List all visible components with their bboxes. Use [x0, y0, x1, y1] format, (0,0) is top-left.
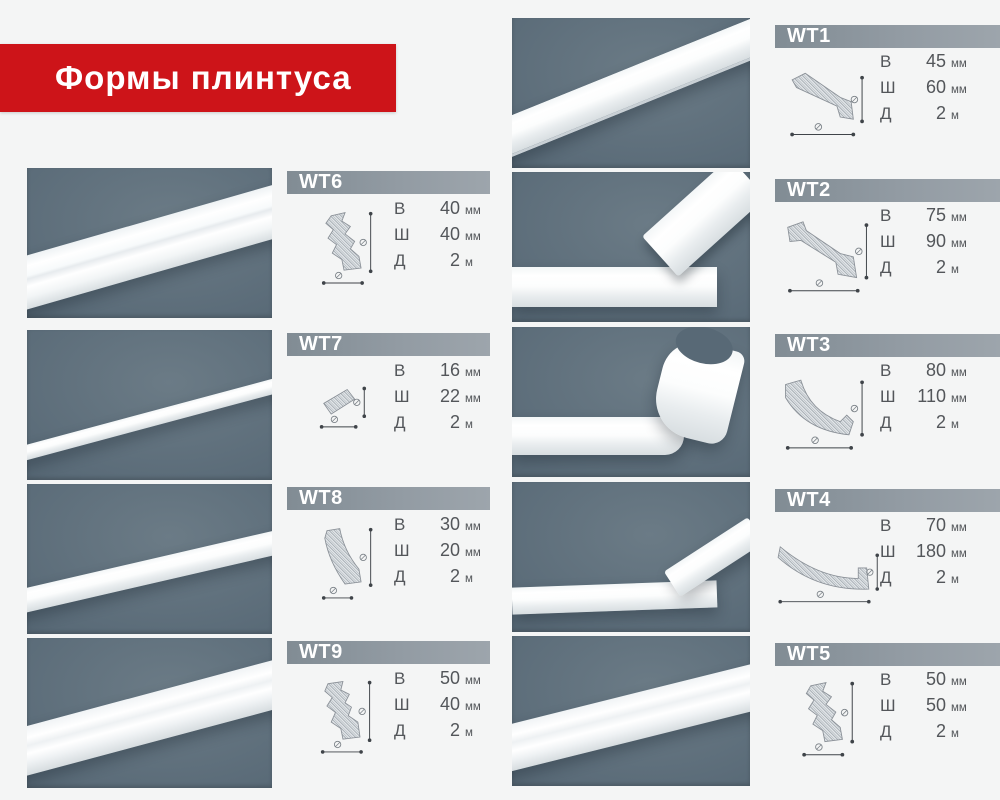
dimension-label: В	[880, 516, 892, 535]
product-photo	[512, 482, 750, 632]
dimension-row	[880, 721, 967, 747]
product-code-header	[775, 25, 1000, 48]
dimension-unit: мм	[951, 676, 967, 688]
dimension-label: Д	[394, 567, 406, 586]
dimension-label: Ш	[394, 541, 410, 560]
dimension-label: Д	[880, 258, 892, 277]
product-code: WT3	[787, 334, 831, 356]
dimension-value: 180	[915, 541, 946, 561]
dimension-unit: мм	[951, 393, 967, 405]
dimension-label: В	[880, 206, 892, 225]
product-photo	[512, 18, 750, 168]
dimension-unit: мм	[951, 548, 967, 560]
dimension-value: 2	[449, 566, 460, 586]
dimension-row	[880, 412, 967, 438]
dimension-unit: мм	[465, 393, 481, 405]
product-code-header	[775, 643, 1000, 666]
dimension-value: 75	[925, 205, 946, 225]
dimension-value: 50	[925, 669, 946, 689]
product-photo	[512, 172, 750, 322]
dimension-value: 20	[439, 540, 460, 560]
dimension-unit: м	[465, 419, 473, 431]
dimension-label: В	[394, 361, 406, 380]
dimension-unit: мм	[465, 367, 481, 379]
dimensions-table	[880, 669, 967, 747]
profile-cross-section-diagram	[776, 212, 876, 306]
dimension-value: 45	[925, 51, 946, 71]
dimension-value: 50	[925, 695, 946, 715]
dimension-label: Ш	[880, 387, 896, 406]
dimension-row	[880, 205, 967, 231]
dimension-row	[880, 541, 967, 567]
dimensions-table	[880, 360, 967, 438]
product-photo	[512, 636, 750, 786]
dimension-value: 40	[439, 224, 460, 244]
product-code-header	[775, 334, 1000, 357]
dimension-row	[880, 231, 967, 257]
product-card	[0, 172, 1000, 324]
dimension-value: 2	[935, 567, 946, 587]
dimension-unit: м	[951, 419, 959, 431]
dimension-value: 2	[449, 720, 460, 740]
dimensions-table	[880, 205, 967, 283]
dimension-value: 110	[917, 386, 946, 406]
product-code-header	[775, 489, 1000, 512]
dimension-value: 22	[439, 386, 460, 406]
product-photo	[512, 327, 750, 477]
dimension-value: 90	[925, 231, 946, 251]
molding-strip-image	[512, 267, 717, 307]
dimension-label: Д	[880, 104, 892, 123]
dimension-label: В	[394, 199, 406, 218]
product-card	[0, 327, 1000, 479]
profile-cross-section-diagram	[776, 58, 876, 152]
product-code: WT1	[787, 25, 831, 47]
dimension-unit: мм	[951, 522, 967, 534]
product-code: WT9	[299, 641, 343, 663]
dimension-row	[880, 103, 967, 129]
dimension-label: Ш	[394, 387, 410, 406]
product-code: WT5	[787, 643, 831, 665]
dimension-unit: мм	[951, 238, 967, 250]
dimension-row	[880, 257, 967, 283]
molding-strip-image	[512, 654, 750, 776]
dimension-value: 2	[449, 412, 460, 432]
dimensions-table	[880, 515, 967, 593]
dimension-unit: м	[951, 574, 959, 586]
dimension-unit: м	[465, 257, 473, 269]
dimension-unit: м	[951, 264, 959, 276]
dimension-unit: мм	[465, 547, 481, 559]
dimension-label: В	[880, 52, 892, 71]
dimension-row	[880, 386, 967, 412]
dimension-label: Ш	[880, 78, 896, 97]
dimension-label: Ш	[394, 695, 410, 714]
dimension-value: 50	[439, 668, 460, 688]
dimension-unit: м	[951, 728, 959, 740]
dimension-unit: мм	[465, 701, 481, 713]
dimension-unit: мм	[465, 521, 481, 533]
dimension-unit: мм	[951, 84, 967, 96]
dimension-value: 16	[439, 360, 460, 380]
molding-strip-image-2	[642, 172, 750, 277]
dimension-row	[880, 567, 967, 593]
dimension-value: 40	[439, 198, 460, 218]
dimension-value: 30	[439, 514, 460, 534]
dimension-unit: м	[465, 573, 473, 585]
product-code-header	[775, 179, 1000, 202]
dimension-label: Д	[880, 568, 892, 587]
dimension-unit: мм	[465, 205, 481, 217]
dimension-unit: м	[465, 727, 473, 739]
dimension-unit: мм	[951, 212, 967, 224]
dimension-label: Д	[880, 413, 892, 432]
dimension-value: 2	[935, 721, 946, 741]
dimension-label: В	[394, 669, 406, 688]
dimension-label: Ш	[394, 225, 410, 244]
dimension-label: Ш	[880, 542, 896, 561]
dimension-row	[880, 515, 967, 541]
dimension-label: Д	[394, 721, 406, 740]
dimension-label: В	[394, 515, 406, 534]
product-code: WT6	[299, 171, 343, 193]
dimension-value: 2	[935, 103, 946, 123]
product-card	[0, 636, 1000, 788]
dimension-unit: м	[951, 110, 959, 122]
dimension-label: Ш	[880, 232, 896, 251]
molding-strip-image	[512, 18, 750, 165]
dimension-row	[880, 51, 967, 77]
dimension-value: 2	[935, 412, 946, 432]
profile-cross-section-diagram	[776, 676, 876, 770]
dimension-label: Ш	[880, 696, 896, 715]
dimension-value: 60	[925, 77, 946, 97]
product-card	[0, 18, 1000, 170]
dimension-value: 2	[935, 257, 946, 277]
product-code: WT4	[787, 489, 831, 511]
dimension-value: 80	[925, 360, 946, 380]
dimension-label: Д	[394, 251, 406, 270]
dimension-unit: мм	[951, 58, 967, 70]
product-card	[0, 482, 1000, 634]
product-code: WT8	[299, 487, 343, 509]
product-code: WT2	[787, 179, 831, 201]
dimensions-table	[880, 51, 967, 129]
dimension-label: Д	[394, 413, 406, 432]
profile-cross-section-diagram	[776, 367, 876, 461]
dimension-unit: мм	[951, 702, 967, 714]
dimension-value: 70	[925, 515, 946, 535]
dimension-row	[880, 695, 967, 721]
dimension-unit: мм	[465, 231, 481, 243]
molding-strip-image	[512, 417, 684, 455]
dimension-value: 40	[439, 694, 460, 714]
dimension-row	[880, 669, 967, 695]
dimension-label: В	[880, 670, 892, 689]
dimension-label: В	[880, 361, 892, 380]
profile-cross-section-diagram	[776, 522, 892, 616]
dimension-row	[880, 360, 967, 386]
dimension-value: 2	[449, 250, 460, 270]
dimension-unit: мм	[951, 367, 967, 379]
page-title: Формы плинтуса	[55, 59, 352, 96]
dimension-unit: мм	[465, 675, 481, 687]
dimension-row	[880, 77, 967, 103]
product-code: WT7	[299, 333, 343, 355]
dimension-label: Д	[880, 722, 892, 741]
